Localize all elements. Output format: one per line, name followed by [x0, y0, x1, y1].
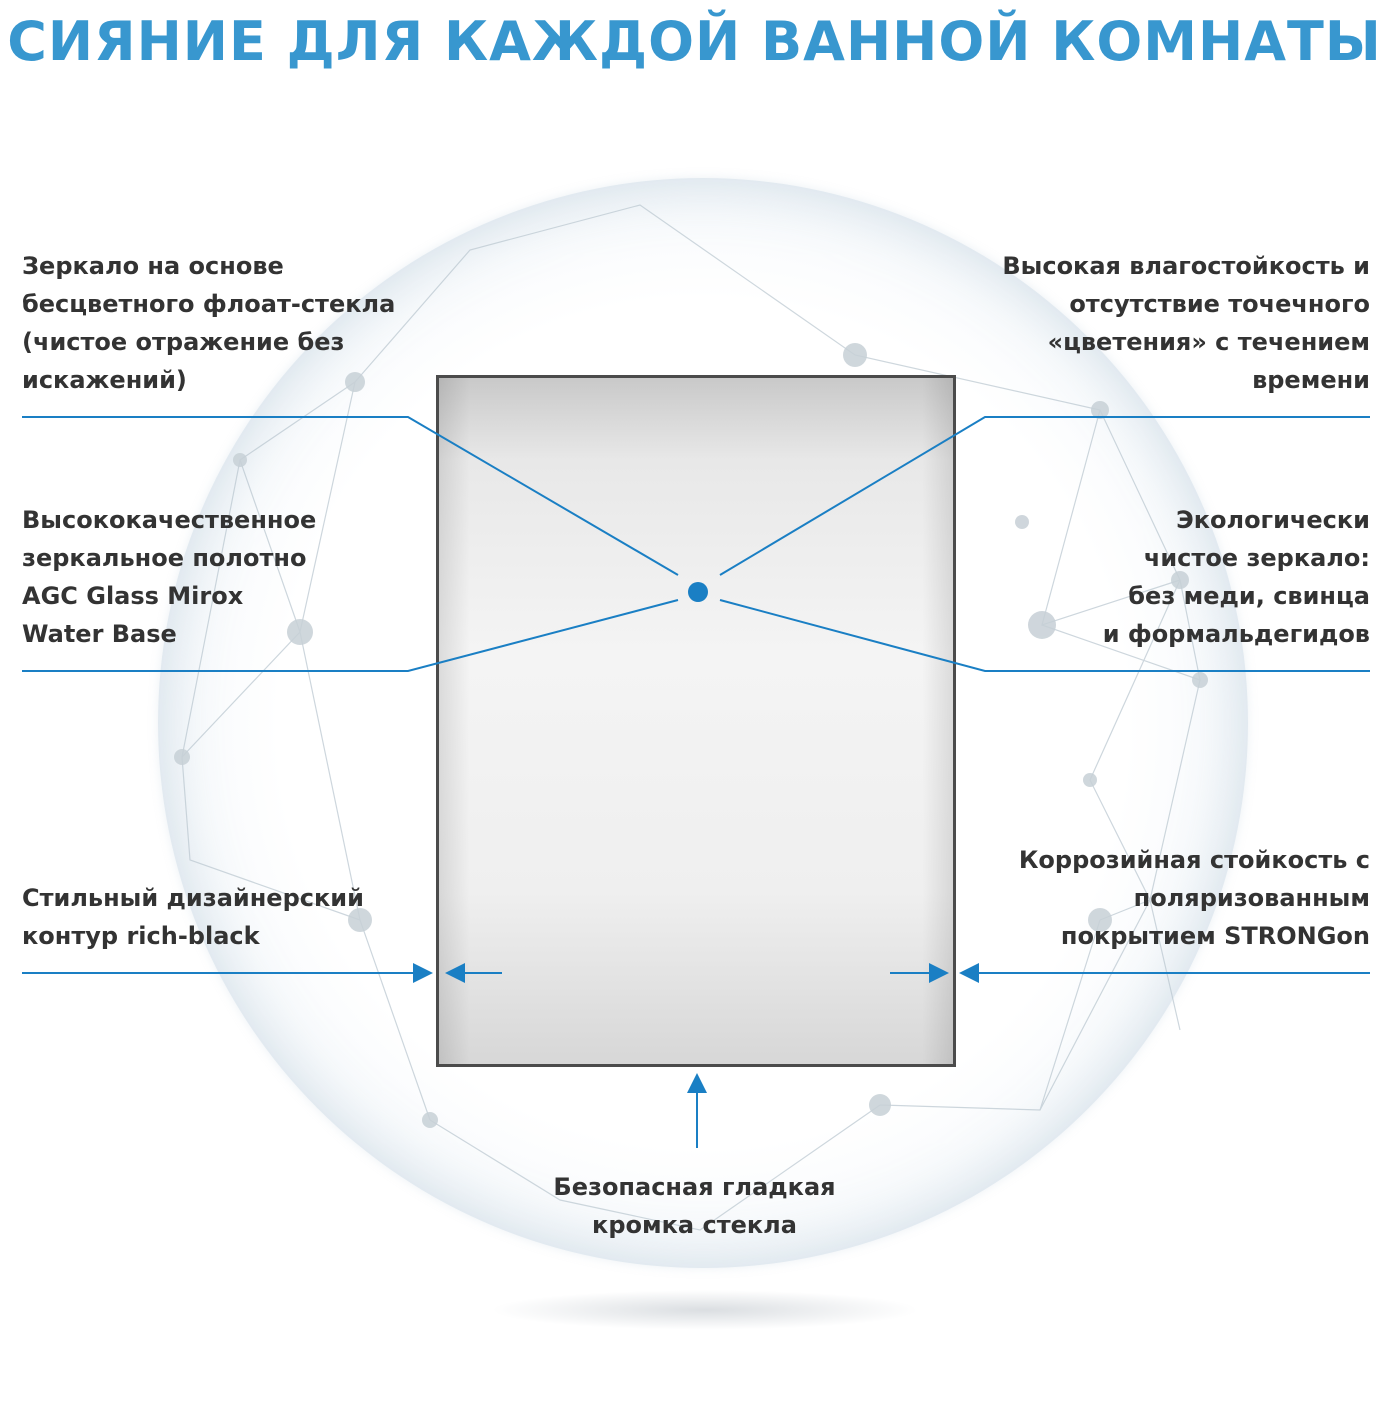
feature-eco-mirror: Экологически чистое зеркало: без меди, свинца и формальдегидов [1102, 506, 1370, 648]
feature-moisture-resistance: Высокая влагостойкость и отсутствие точечного «цветения» с течением времени [1002, 252, 1370, 394]
feature-rich-black-contour: Стильный дизайнерский контур rich-black [22, 884, 364, 950]
feature-safe-edge: Безопасная гладкая кромка стекла [553, 1173, 836, 1239]
feature-float-glass: Зеркало на основе бесцветного флоат-стекла (чистое отражение без искажений) [22, 252, 396, 394]
feature-agc-glass: Высококачественное зеркальное полотно AGC Glass Mirox Water Base [22, 506, 317, 648]
page-title: СИЯНИЕ ДЛЯ КАЖДОЙ ВАННОЙ КОМНАТЫ [7, 10, 1382, 73]
feature-corrosion-resistance: Коррозийная стойкость с поляризованным покрытием STRONGon [1018, 846, 1370, 950]
center-dot [688, 582, 708, 602]
